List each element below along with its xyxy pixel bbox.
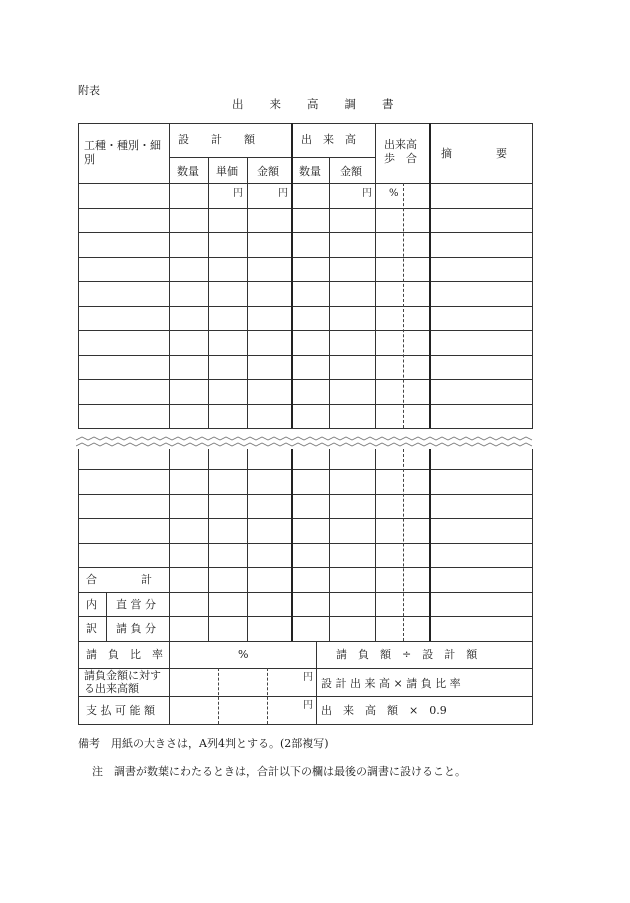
total-label: 合 計	[86, 573, 152, 586]
unit-percent: %	[389, 188, 399, 199]
breakdown-label-2: 訳	[86, 622, 97, 635]
header-item: 工種・種別・細別	[84, 139, 161, 166]
header-summary: 摘 要	[441, 147, 507, 160]
payable-yen: 円	[303, 700, 313, 711]
unit-yen-done: 円	[362, 188, 372, 199]
document-title: 出来高調書	[232, 97, 420, 111]
header-amount: 金額	[257, 165, 279, 178]
breakdown-label-1: 内	[86, 598, 97, 611]
contract-label: 請 負 分	[116, 622, 156, 635]
contract-done-yen: 円	[303, 672, 313, 683]
unit-yen-amount: 円	[278, 188, 288, 199]
footnote: 注 調書が数葉にわたるときは，合計以下の欄は最後の調書に設けること。	[92, 765, 466, 778]
payable-formula: 出 来 高 額 × 0.9	[321, 704, 447, 717]
header-unit-price: 単価	[216, 165, 238, 178]
header-qty: 数量	[177, 165, 199, 178]
header-done-amount: 出 来 高	[301, 133, 356, 146]
break-line	[76, 434, 536, 450]
contract-ratio-label: 請 負 比 率	[86, 648, 163, 661]
header-done-qty: 数量	[299, 165, 321, 178]
contract-ratio-percent: %	[238, 648, 249, 661]
header-design-amount: 設 計 額	[178, 133, 255, 146]
contract-ratio-formula: 請 負 額 ÷ 設 計 額	[336, 648, 478, 661]
unit-yen-price: 円	[233, 188, 243, 199]
appendix-label: 附表	[78, 84, 100, 97]
header-progress-ratio: 出来高歩 合	[384, 138, 417, 165]
payable-label: 支 払 可 能 額	[86, 704, 155, 717]
contract-done-label: 請負金額に対する出来高額	[84, 669, 161, 695]
header-done-money: 金額	[340, 165, 362, 178]
direct-label: 直 営 分	[116, 598, 156, 611]
contract-done-formula: 設 計 出 来 高 × 請 負 比 率	[321, 677, 461, 690]
remark-note: 備考 用紙の大きさは，A列4判とする。(2部複写)	[78, 737, 329, 750]
